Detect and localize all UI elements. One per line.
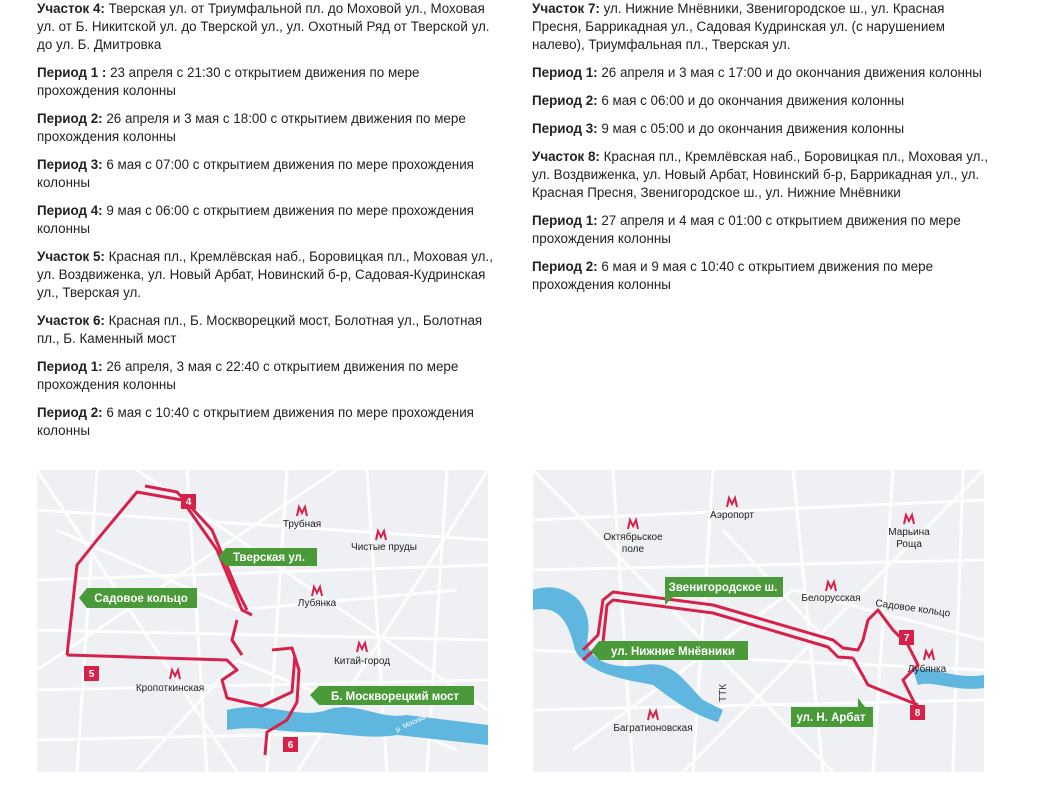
paragraph-heading: Период 2: — [37, 111, 103, 126]
paragraph-text: 9 мая с 05:00 и до окончания движения колонны — [597, 121, 905, 136]
route-number-6: 6 — [287, 740, 294, 751]
map-left — [37, 470, 488, 772]
svg-text:р. Москва: р. Москва — [394, 714, 427, 734]
station-bagrat: Багратионовская — [613, 723, 693, 734]
station-maryina: Марьина — [888, 527, 930, 538]
paragraph — [37, 0, 497, 54]
station-oktyabr: Октябрьское — [603, 532, 663, 543]
paragraph-heading: Период 3: — [37, 157, 103, 172]
station-maryina-2: Роща — [896, 539, 922, 550]
paragraph-text: 6 мая с 10:40 с открытием движения по мере прохождения колонны — [37, 405, 474, 438]
station-kropot: Кропоткинская — [135, 683, 205, 694]
route-number-4: 4 — [185, 497, 192, 508]
paragraph — [37, 312, 497, 348]
route-number-8: 8 — [914, 708, 921, 719]
station-trubnaya: Трубная — [282, 519, 322, 530]
paragraph-text: 26 апреля и 3 мая с 17:00 и до окончания движения колонны — [597, 65, 982, 80]
paragraph — [37, 156, 497, 192]
paragraph — [532, 0, 992, 54]
metro-m-icon — [826, 582, 836, 591]
station-lubyanka: Лубянка — [907, 664, 947, 675]
metro-m-icon — [727, 498, 737, 507]
paragraph — [532, 258, 992, 294]
paragraph — [37, 110, 497, 146]
paragraph-heading: Участок 6: — [37, 313, 105, 328]
station-aeroport: Аэропорт — [709, 510, 755, 521]
route-number-5: 5 — [88, 669, 95, 680]
metro-m-icon — [904, 515, 914, 524]
metro-m-icon — [628, 520, 638, 529]
paragraph-text: Тверская ул. от Триумфальной пл. до Моховой ул., Моховая ул. от Б. Никитской ул. до Тверской ул., ул. Охотный Ряд от Тверской ул. до ул. Б. Дмитровка — [37, 1, 490, 52]
paragraph-heading: Период 2: — [532, 93, 598, 108]
paragraph — [532, 120, 992, 138]
metro-m-icon — [357, 643, 367, 652]
label-moskvoretsky — [310, 686, 474, 705]
ttk-label: ТТК — [718, 683, 729, 702]
paragraph-heading: Период 3: — [532, 121, 598, 136]
paragraph — [37, 404, 497, 440]
paragraph-text: ул. Нижние Мнёвники, Звенигородское ш., ул. Красная Пресня, Баррикадная ул., Садовая Кудринская ул. (с нарушением налево), Триумфальная пл., Тверская ул. — [532, 1, 945, 52]
paragraph-text: Красная пл., Б. Москворецкий мост, Болотная ул., Болотная пл., Б. Каменный мост — [37, 313, 483, 346]
paragraph-heading: Период 2: — [37, 405, 103, 420]
station-belor: Белорусская — [801, 593, 861, 604]
paragraph-heading: Период 1 : — [37, 65, 107, 80]
paragraph-heading: Период 1: — [532, 65, 598, 80]
left-text-column — [37, 0, 497, 450]
station-chistye: Чистые пруды — [351, 542, 417, 553]
svg-text:Звенигородское ш.: Звенигородское ш. — [668, 582, 778, 594]
station-oktyabr-2: поле — [621, 544, 645, 555]
paragraph — [532, 148, 992, 202]
paragraph-text: 9 мая с 06:00 с открытием движения по мере прохождения колонны — [37, 203, 474, 236]
svg-text:ул. Нижние Мнёвники: ул. Нижние Мнёвники — [611, 646, 735, 658]
map-right — [533, 470, 984, 772]
paragraph-text: Красная пл., Кремлёвская наб., Боровицкая пл., Моховая ул., ул. Воздвиженка, ул. Новый Арбат, Новинский б-р, Садовая-Кудринская ул., Тверская ул. — [37, 249, 493, 300]
svg-text:Тверская ул.: Тверская ул. — [232, 552, 306, 564]
sadovoe-ring-label: Садовое кольцо — [874, 598, 951, 620]
metro-m-icon — [924, 651, 934, 660]
right-text-column — [532, 0, 992, 304]
metro-m-icon — [297, 507, 307, 516]
paragraph — [37, 248, 497, 302]
paragraph-text: Красная пл., Кремлёвская наб., Боровицкая пл., Моховая ул., ул. Воздвиженка, ул. Новый Арбат, Новинский б-р, Баррикадная ул., ул. Красная Пресня, Звенигородское ш., ул. Нижние Мнёвники — [532, 149, 988, 200]
paragraph-text: 6 мая с 07:00 с открытием движения по мере прохождения колонны — [37, 157, 474, 190]
svg-text:Садовое кольцо: Садовое кольцо — [94, 593, 188, 605]
paragraph — [37, 358, 497, 394]
label-mnevniki — [591, 641, 748, 660]
paragraph-text: 26 апреля и 3 мая с 18:00 с открытием движения по мере прохождения колонны — [37, 111, 466, 144]
label-tverskaya — [218, 548, 317, 566]
svg-text:Б. Москворецкий мост: Б. Москворецкий мост — [330, 691, 460, 703]
paragraph-heading: Участок 5: — [37, 249, 105, 264]
station-lubyanka: Лубянка — [297, 598, 337, 609]
paragraph-heading: Период 4: — [37, 203, 103, 218]
paragraph-heading: Период 1: — [532, 213, 598, 228]
paragraph-heading: Участок 8: — [532, 149, 600, 164]
paragraph — [532, 212, 992, 248]
label-sadovoe — [79, 588, 197, 608]
metro-m-icon — [170, 670, 180, 679]
paragraph-text: 23 апреля с 21:30 с открытием движения по мере прохождения колонны — [37, 65, 420, 98]
route-number-7: 7 — [903, 633, 910, 644]
metro-m-icon — [648, 711, 658, 720]
paragraph-text: 27 апреля и 4 мая с 01:00 с открытием движения по мере прохождения колонны — [532, 213, 961, 246]
paragraph — [532, 92, 992, 110]
paragraph-text: 6 мая с 06:00 и до окончания движения колонны — [597, 93, 905, 108]
svg-text:ул. Н. Арбат: ул. Н. Арбат — [796, 712, 866, 724]
paragraph-text: 26 апреля, 3 мая с 22:40 с открытием движения по мере прохождения колонны — [37, 359, 459, 392]
paragraph-text: 6 мая и 9 мая с 10:40 с открытием движения по мере прохождения колонны — [532, 259, 934, 292]
paragraph — [532, 64, 992, 82]
station-kitay: Китай-город — [333, 656, 391, 667]
paragraph-heading: Участок 4: — [37, 1, 105, 16]
paragraph — [37, 202, 497, 238]
paragraph — [37, 64, 497, 100]
paragraph-heading: Участок 7: — [532, 1, 600, 16]
paragraph-heading: Период 1: — [37, 359, 103, 374]
paragraph-heading: Период 2: — [532, 259, 598, 274]
